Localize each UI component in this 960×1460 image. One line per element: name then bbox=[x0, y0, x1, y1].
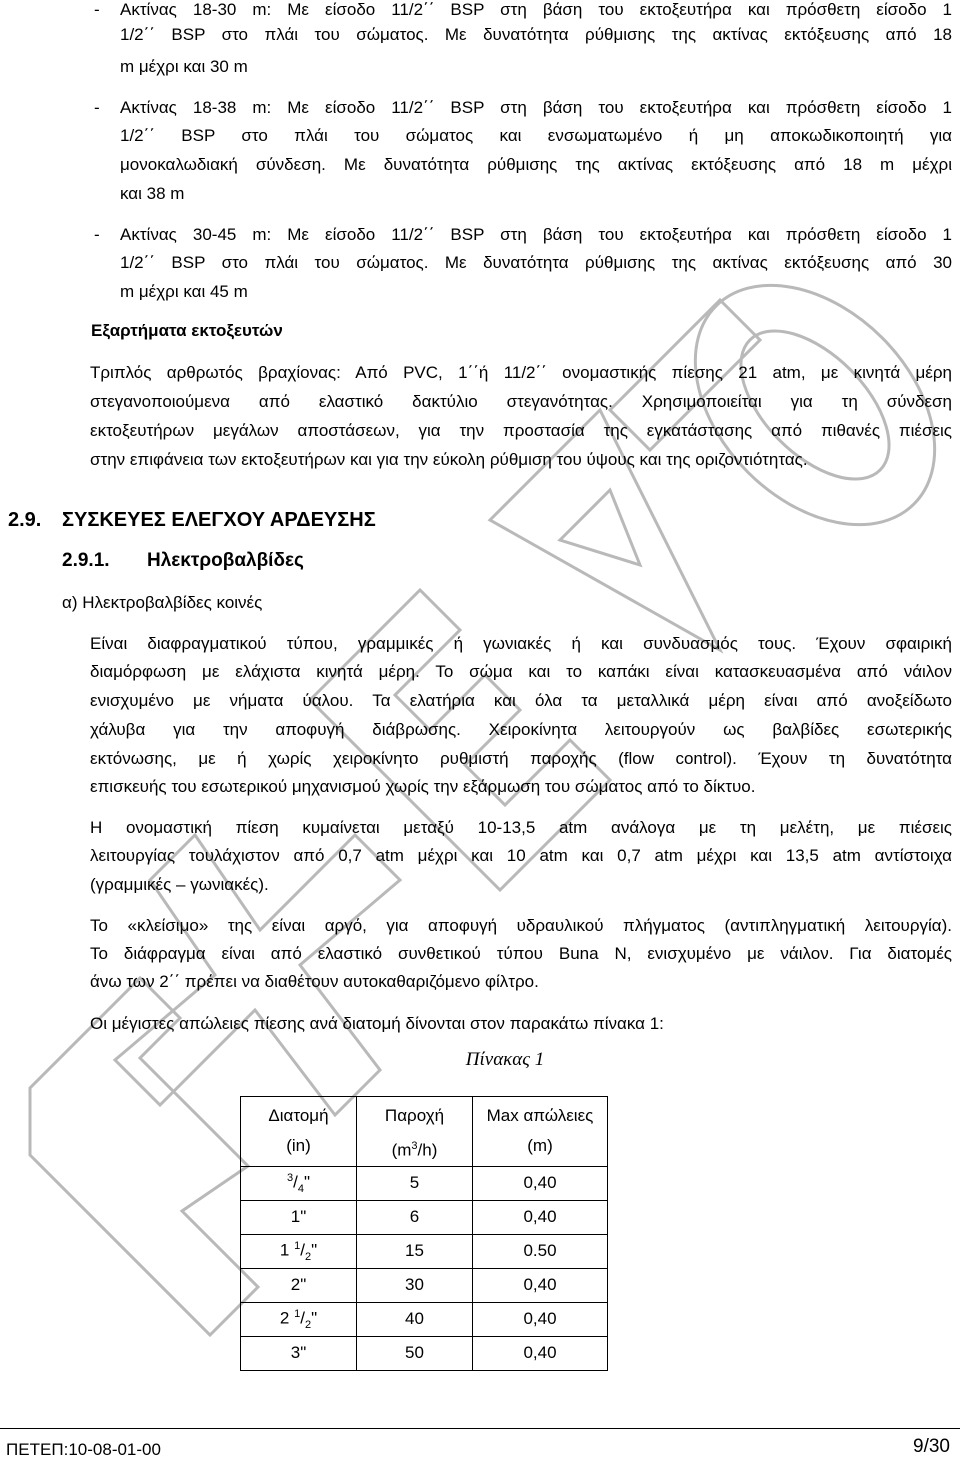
header-unit: /h) bbox=[417, 1140, 438, 1160]
section-title: ΣΥΣΚΕΥΕΣ ΕΛΕΓΧΟΥ ΑΡΔΕΥΣΗΣ bbox=[62, 509, 376, 531]
bullet-line: m μέχρι και 45 m bbox=[120, 282, 248, 301]
header-unit: (m bbox=[391, 1140, 412, 1160]
paragraph-line: στεγανοποιούμενα από ελαστικό δακτύλιο στεγανότητας. Χρησιμοποιείται για τη σύνδεση bbox=[90, 392, 952, 411]
cell-diameter: 2" bbox=[241, 1268, 357, 1302]
paragraph-table-intro: Οι μέγιστες απώλειες πίεσης ανά διατομή δίνονται στον παρακάτω πίνακα 1: bbox=[90, 1014, 664, 1033]
header-text: Παροχή bbox=[384, 1106, 445, 1125]
paragraph-line: Η ονομαστική πίεση κυμαίνεται μεταξύ 10-13,5 atm ανάλογα με τη μελέτη, με πιέσεις bbox=[90, 818, 952, 837]
cell-loss: 0,40 bbox=[473, 1268, 608, 1302]
cell-flow: 50 bbox=[357, 1336, 473, 1370]
header-unit-sup: 3 bbox=[411, 1140, 418, 1152]
bullet-line: και 38 m bbox=[120, 184, 185, 203]
paragraph-line: χάλυβα για την αποφυγή διάβρωσης. Χειροκίνητα λειτουργούν ως βαλβίδες εσωτερικής bbox=[90, 720, 952, 739]
paragraph-line: επισκευής του εσωτερικού μηχανισμού χωρίς την εξάρμωση του σώματος από το δίκτυο. bbox=[90, 777, 756, 796]
footer-document-code: ΠΕΤΕΠ:10-08-01-00 bbox=[6, 1440, 161, 1459]
cell-flow: 40 bbox=[357, 1302, 473, 1336]
paragraph-line: (γραμμικές – γωνιακές). bbox=[90, 875, 269, 894]
table-row bbox=[241, 1268, 608, 1302]
paragraph-line: Είναι διαφραγματικού τύπου, γραμμικές ή γωνιακές ή και συνδυασμός τους. Έχουν σφαιρική bbox=[90, 634, 952, 653]
cell-flow: 30 bbox=[357, 1268, 473, 1302]
subheading-a: α) Ηλεκτροβαλβίδες κοινές bbox=[62, 593, 263, 612]
paragraph-line: διαμόρφωση με ελάχιστα κινητά μέρη. Το σώμα και το καπάκι είναι κατασκευασμένα από νάιλον bbox=[90, 662, 952, 681]
cell-diameter: $^3/_4$" bbox=[241, 1166, 357, 1200]
cell-flow: 5 bbox=[357, 1166, 473, 1200]
bullet-line: 1/2΄΄ BSP στο πλάι του σώματος. Με δυνατότητα ρύθμισης της ακτίνας εκτόξευσης από 30 bbox=[120, 253, 952, 272]
table-row bbox=[241, 1336, 608, 1370]
bullet-line: Ακτίνας 18-38 m: Με είσοδο 11/2΄΄ BSP στη βάση του εκτοξευτήρα και πρόσθετη είσοδο 1 bbox=[120, 98, 952, 117]
header-text: Διατομή bbox=[268, 1106, 329, 1125]
cell-diameter: 3" bbox=[241, 1336, 357, 1370]
cell-diameter: 2 $^1/_2$" bbox=[241, 1302, 357, 1336]
bullet-line: 1/2΄΄ BSP στο πλάι του σώματος. Με δυνατότητα ρύθμισης της ακτίνας εκτόξευσης από 18 bbox=[120, 25, 952, 44]
table-row bbox=[241, 1200, 608, 1234]
table-header-row bbox=[241, 1097, 608, 1167]
cell-flow: 6 bbox=[357, 1200, 473, 1234]
cell-flow: 15 bbox=[357, 1234, 473, 1268]
accessories-heading: Εξαρτήματα εκτοξευτών bbox=[91, 321, 283, 340]
table-row bbox=[241, 1302, 608, 1336]
header-max-loss bbox=[473, 1097, 608, 1167]
paragraph-line: λειτουργίας τουλάχιστον από 0,7 atm μέχρι και 10 atm και 0,7 atm μέχρι και 13,5 atm αντίστοιχα bbox=[90, 846, 952, 865]
paragraph-line: εκτόνωσης, με ή χωρίς χειροκίνητο ρυθμιστή παροχής (flow control). Έχουν τη δυνατότητα bbox=[90, 749, 952, 768]
paragraph-line: Τριπλός αρθρωτός βραχίονας: Από PVC, 1΄΄ή 11/2΄΄ ονομαστικής πίεσης 21 atm, με κινητά μέρη bbox=[90, 363, 952, 382]
header-unit: (in) bbox=[286, 1136, 311, 1155]
bullet-line: Ακτίνας 18-30 m: Με είσοδο 11/2΄΄ BSP στη βάση του εκτοξευτήρα και πρόσθετη είσοδο 1 bbox=[120, 0, 952, 19]
footer-divider bbox=[0, 1428, 960, 1429]
paragraph-line: άνω των 2΄΄ πρέπει να διαθέτουν αυτοκαθαριζόμενο φίλτρο. bbox=[90, 972, 539, 991]
bullet-line: μονοκαλωδιακή σύνδεση. Με δυνατότητα ρύθμισης της ακτίνας εκτόξευσης από 18 m μέχρι bbox=[120, 155, 952, 174]
bullet-line: 1/2΄΄ BSP στο πλάι του σώματος και ενσωματωμένο ή μη αποκωδικοποιητή για bbox=[120, 126, 952, 145]
cell-diameter: 1" bbox=[241, 1200, 357, 1234]
bullet-dash: - bbox=[94, 0, 100, 19]
subsection-number: 2.9.1. bbox=[62, 550, 110, 571]
section-number: 2.9. bbox=[8, 509, 42, 531]
cell-loss: 0,40 bbox=[473, 1336, 608, 1370]
cell-diameter: 1 $^1/_2$" bbox=[241, 1234, 357, 1268]
header-diameter bbox=[241, 1097, 357, 1167]
table-caption: Πίνακας 1 bbox=[465, 1049, 545, 1070]
bullet-line: Ακτίνας 30-45 m: Με είσοδο 11/2΄΄ BSP στη βάση του εκτοξευτήρα και πρόσθετη είσοδο 1 bbox=[120, 225, 952, 244]
paragraph-line: εκτοξευτήρων μεγάλων αποστάσεων, για την προστασία της εγκατάστασης από πιθανές πιέσεις bbox=[90, 421, 952, 440]
cell-loss: 0,40 bbox=[473, 1166, 608, 1200]
header-unit: (m) bbox=[527, 1136, 553, 1155]
bullet-dash: - bbox=[94, 225, 100, 244]
subsection-title: Ηλεκτροβαλβίδες bbox=[147, 550, 304, 571]
footer-page-number: 9/30 bbox=[913, 1436, 950, 1457]
header-text: Max απώλειες bbox=[486, 1106, 594, 1125]
paragraph-line: Το «κλείσιμο» της είναι αργό, για αποφυγή υδραυλικού πλήγματος (αντιπληγματική λειτουργία). bbox=[90, 916, 952, 935]
paragraph-line: στην επιφάνεια των εκτοξευτήρων και για την εύκολη ρύθμιση του ύψους και της οριζοντιότητας. bbox=[90, 450, 808, 469]
header-flow bbox=[357, 1097, 473, 1167]
table-row bbox=[241, 1234, 608, 1268]
cell-loss: 0.50 bbox=[473, 1234, 608, 1268]
cell-loss: 0,40 bbox=[473, 1302, 608, 1336]
paragraph-line: Το διάφραγμα είναι από ελαστικό συνθετικού τύπου Buna N, ενισχυμένο με νάιλον. Για διατομές bbox=[90, 944, 952, 963]
cell-loss: 0,40 bbox=[473, 1200, 608, 1234]
paragraph-line: ενισχυμένο με νήματα ύαλου. Τα ελατήρια και όλα τα μεταλλικά μέρη είναι από ανοξείδωτο bbox=[90, 691, 952, 710]
pressure-loss-table bbox=[240, 1096, 608, 1371]
table-row bbox=[241, 1166, 608, 1200]
bullet-dash: - bbox=[94, 98, 100, 117]
bullet-line: m μέχρι και 30 m bbox=[120, 57, 248, 76]
